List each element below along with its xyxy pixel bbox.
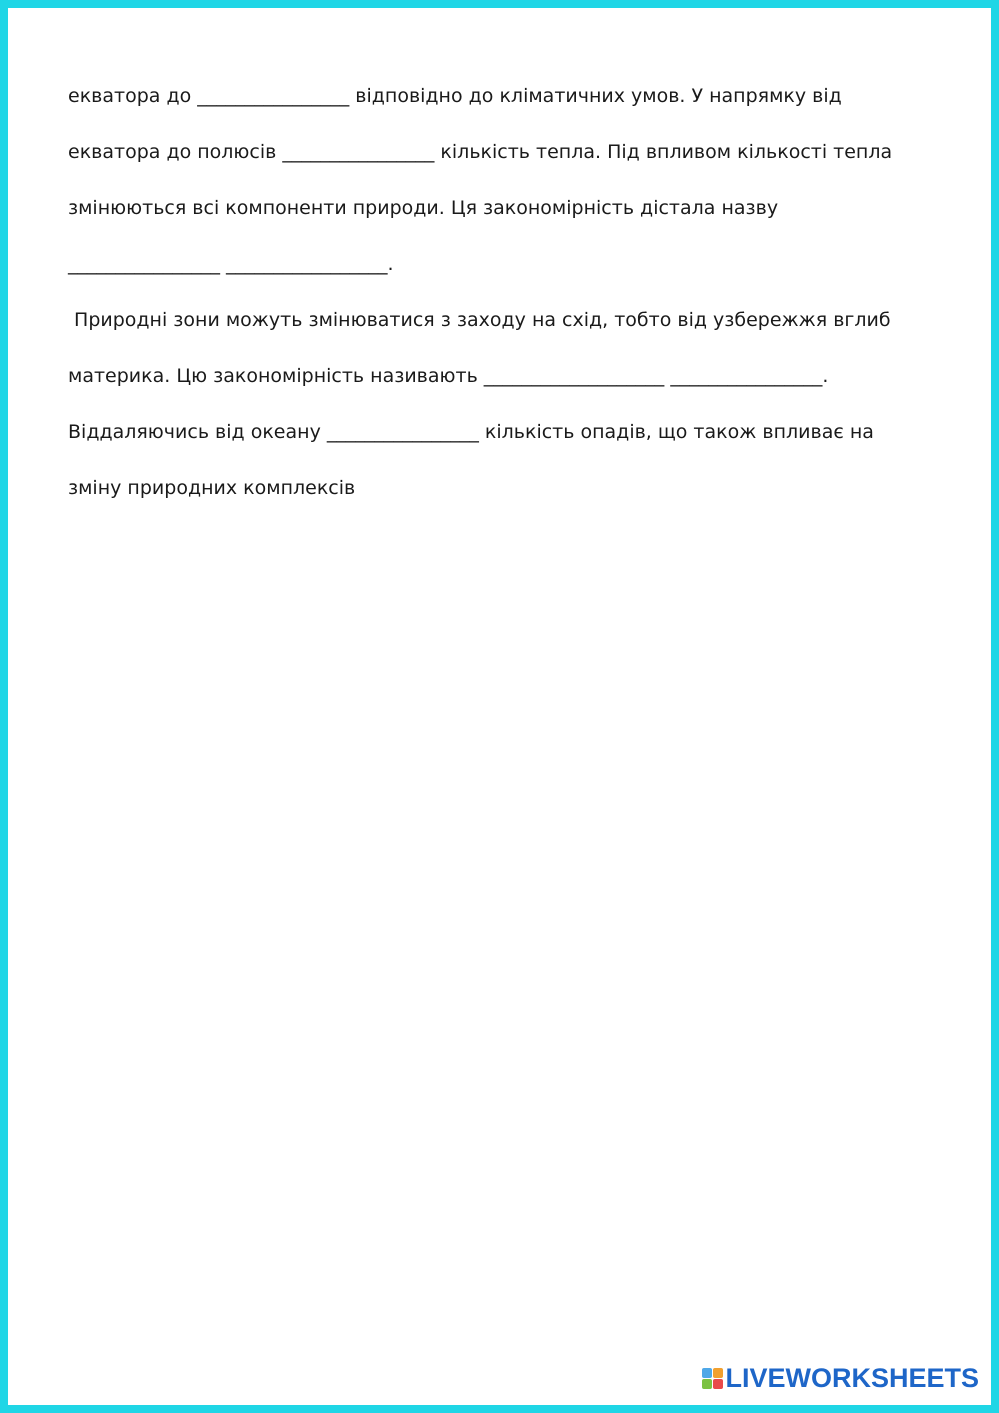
text-line-1: екватора до ________________ відповідно до кліматичних умов. У напрямку від — [68, 85, 842, 107]
text-line-8: зміну природних комплексів — [68, 477, 356, 499]
logo-text: LIVEWORKSHEETS — [725, 1363, 979, 1393]
text-line-4: ________________ _________________. — [68, 253, 394, 275]
text-line-6: материка. Цю закономірність називають ___________________ ________________. — [68, 365, 829, 387]
text-line-2: екватора до полюсів ________________ кількість тепла. Під впливом кількості тепла — [68, 141, 893, 163]
text-line-3: змінюються всі компоненти природи. Ця закономірність дістала назву — [68, 197, 779, 219]
text-line-7: Віддаляючись від океану ________________ кількість опадів, що також впливає на — [68, 421, 874, 443]
text-line-5: Природні зони можуть змінюватися з заходу на схід, тобто від узбережжя вглиб — [68, 309, 891, 331]
liveworksheets-logo-icon — [702, 1368, 723, 1389]
liveworksheets-logo — [702, 1363, 979, 1393]
